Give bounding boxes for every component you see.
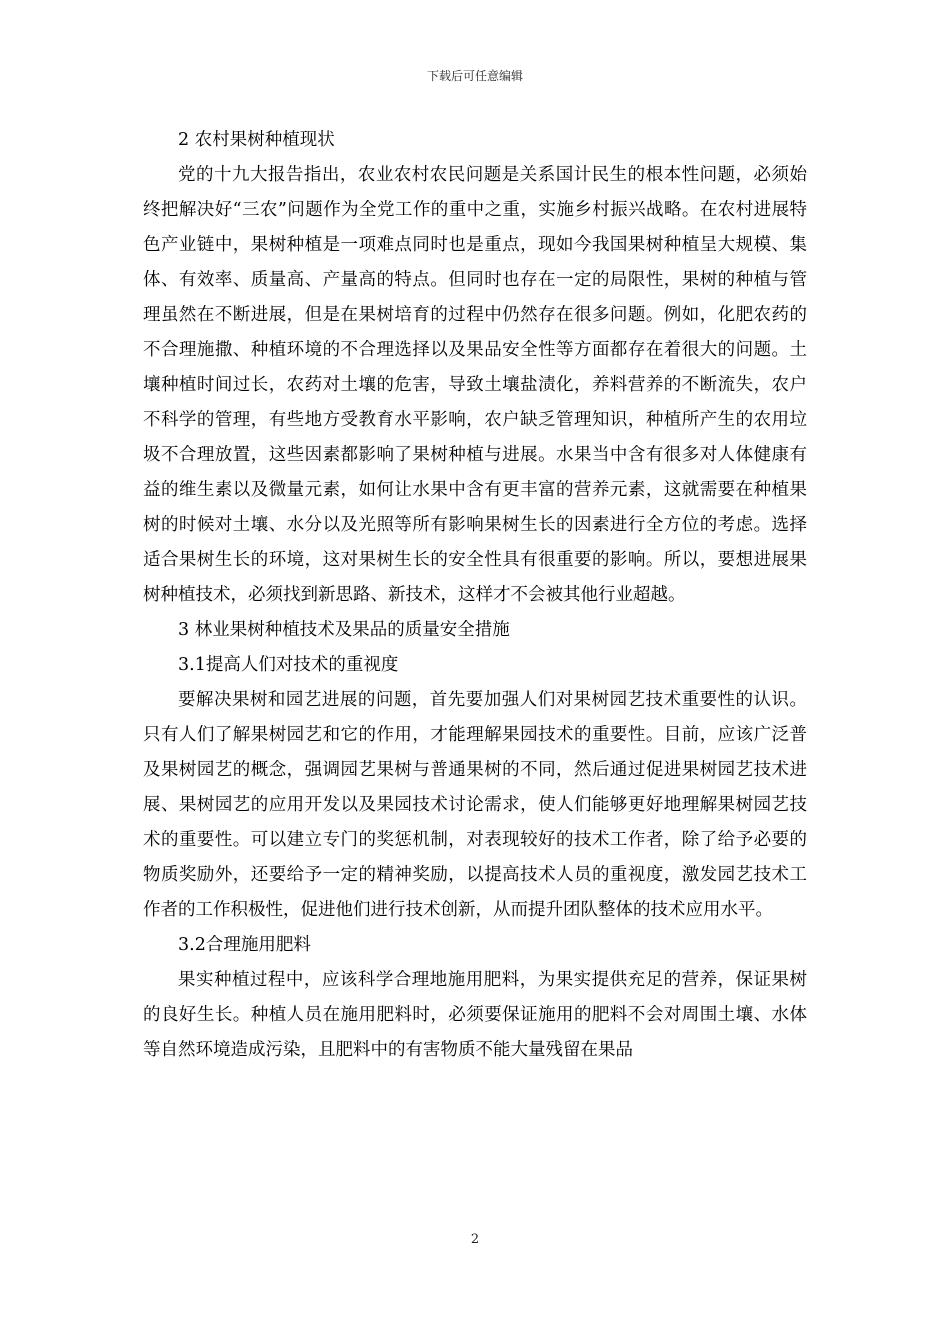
paragraph-1: 党的十九大报告指出，农业农村农民问题是关系国计民生的根本性问题，必须始终把解决好“三农”问题作为全党工作的重中之重，实施乡村振兴战略。在农村进展特色产业链中，果树种植是一项难点同时也是重点，现如今我国果树种植呈大规模、集体、有效率、质量高、产量高的特点。但同时也存在一定的局限性，果树的种植与管理虽然在不断进展，但是在果树培育的过程中仍然存在很多问题。例如，化肥农药的不合理施撒、种植环境的不合理选择以及果品安全性等方面都存在着很大的问题。土壤种植时间过长，农药对土壤的危害，导致土壤盐渍化，养料营养的不断流失，农户不科学的管理，有些地方受教育水平影响，农户缺乏管理知识，种植所产生的农用垃圾不合理放置，这些因素都影响了果树种植与进展。水果当中含有很多对人体健康有益的维生素以及微量元素，如何让水果中含有更丰富的营养元素，这就需要在种植果树的时候对土壤、水分以及光照等所有影响果树生长的因素进行全方位的考虑。选择适合果树生长的环境，这对果树生长的安全性具有很重要的影响。所以，要想进展果树种植技术，必须找到新思路、新技术，这样才不会被其他行业超越。 [143,165,807,605]
paragraph-3: 果实种植过程中，应该科学合理地施用肥料，为果实提供充足的营养，保证果树的良好生长。种植人员在施用肥料时，必须要保证施用的肥料不会对周围土壤、水体等自然环境造成污染，且肥料中的有害物质不能大量残留在果品 [143,970,807,1060]
section-heading-3: 3 林业果树种植技术及果品的质量安全措施 [178,620,510,640]
page-number: 2 [470,1232,480,1247]
paragraph-2: 要解决果树和园艺进展的问题，首先要加强人们对果树园艺技术重要性的认识。只有人们了解果树园艺和它的作用，才能理解果园技术的重要性。目前，应该广泛普及果树园艺的概念，强调园艺果树与普通果树的不同，然后通过促进果树园艺技术进展、果树园艺的应用开发以及果园技术讨论需求，使人们能够更好地理解果树园艺技术的重要性。可以建立专门的奖惩机制，对表现较好的技术工作者，除了给予必要的物质奖励外，还要给予一定的精神奖励，以提高技术人员的重视度，激发园艺技术工作者的工作积极性，促进他们进行技术创新，从而提升团队整体的技术应用水平。 [143,690,807,920]
subsection-heading-3-2: 3.2合理施用肥料 [178,935,311,955]
body-text [143,123,807,1068]
subsection-heading-3-1: 3.1提高人们对技术的重视度 [178,655,399,675]
page-header: 下载后可任意编辑 [426,69,523,83]
section-heading-2: 2 农村果树种植现状 [178,130,335,150]
